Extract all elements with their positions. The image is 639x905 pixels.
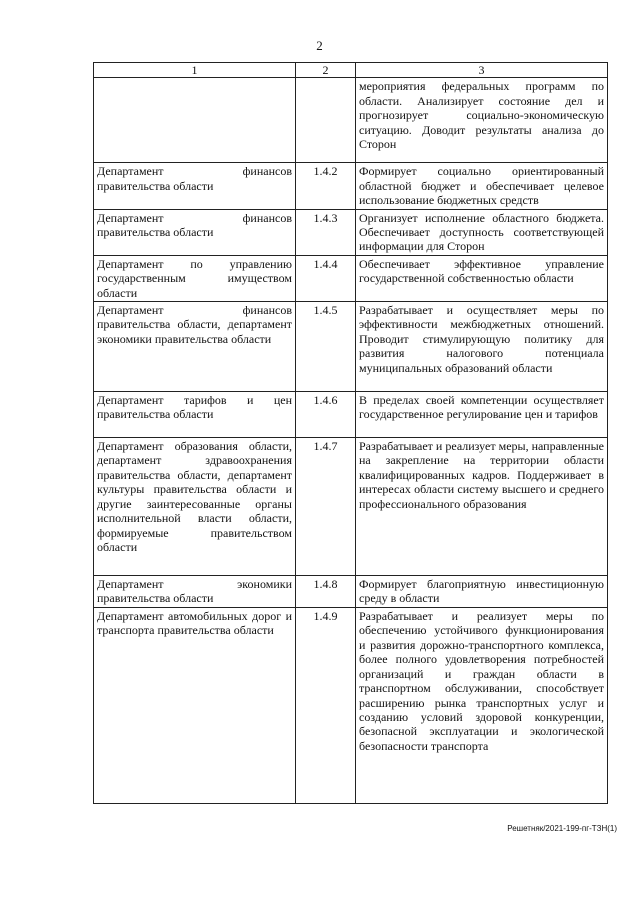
- department-cell: Департамент образования области, департамент здравоохранения правительства области, департамент культуры правительства области и другие заинтересованные органы исполнительной власти области, формируемые правительством области: [94, 438, 296, 576]
- item-number-cell: 1.4.7: [296, 438, 356, 576]
- department-cell: Департамент тарифов и цен правительства области: [94, 392, 296, 438]
- table-row: [94, 209, 608, 255]
- description-cell: Организует исполнение областного бюджета. Обеспечивает доступность соответствующей информации для Сторон: [356, 209, 608, 255]
- responsibility-table: [93, 62, 608, 804]
- description-cell: Формирует социально ориентированный областной бюджет и обеспечивает целевое использование бюджетных средств: [356, 163, 608, 209]
- description-cell: мероприятия федеральных программ по области. Анализирует состояние дел и прогнозирует социально-экономическую ситуацию. Доводит результаты анализа до Сторон: [356, 78, 608, 163]
- item-number-cell: 1.4.5: [296, 302, 356, 392]
- item-number-cell: 1.4.2: [296, 163, 356, 209]
- department-cell: Департамент экономики правительства области: [94, 576, 296, 608]
- item-number-cell: 1.4.3: [296, 209, 356, 255]
- table-row: [94, 392, 608, 438]
- table-row: [94, 438, 608, 576]
- item-number-cell: 1.4.9: [296, 608, 356, 804]
- description-cell: Обеспечивает эффективное управление государственной собственностью области: [356, 255, 608, 301]
- description-cell: Разрабатывает и реализует меры, направленные на закрепление на территории области квалифицированных кадров. Поддерживает в интересах области систему высшего и среднего профессионального образования: [356, 438, 608, 576]
- department-cell: Департамент автомобильных дорог и транспорта правительства области: [94, 608, 296, 804]
- item-number-cell: [296, 78, 356, 163]
- department-cell: Департамент финансов правительства области: [94, 163, 296, 209]
- department-cell: Департамент по управлению государственным имуществом области: [94, 255, 296, 301]
- document-reference-footer: Решетняк/2021-199-пг-ТЗН(1): [507, 824, 617, 833]
- table-row: [94, 163, 608, 209]
- column-header-1: 1: [94, 63, 296, 78]
- column-header-2: 2: [296, 63, 356, 78]
- table-row: [94, 78, 608, 163]
- table-row: [94, 255, 608, 301]
- item-number-cell: 1.4.8: [296, 576, 356, 608]
- table-header-row: [94, 63, 608, 78]
- table-row: [94, 302, 608, 392]
- description-cell: Разрабатывает и осуществляет меры по эффективности межбюджетных отношений. Проводит стимулирующую политику для развития налогового потенциала муниципальных образований области: [356, 302, 608, 392]
- description-cell: В пределах своей компетенции осуществляет государственное регулирование цен и тарифов: [356, 392, 608, 438]
- table-row: [94, 576, 608, 608]
- department-cell: Департамент финансов правительства области: [94, 209, 296, 255]
- item-number-cell: 1.4.6: [296, 392, 356, 438]
- description-cell: Формирует благоприятную инвестиционную среду в области: [356, 576, 608, 608]
- department-cell: Департамент финансов правительства области, департамент экономики правительства области: [94, 302, 296, 392]
- column-header-3: 3: [356, 63, 608, 78]
- table-row: [94, 608, 608, 804]
- description-cell: Разрабатывает и реализует меры по обеспечению устойчивого функционирования и развития дорожно-транспортного комплекса, более полного удовлетворения потребностей организаций и граждан области в транспортном обслуживании, способствует расширению рынка транспортных услуг и созданию условий здоровой конкуренции, безопасной эксплуатации и экологической безопасности транспорта: [356, 608, 608, 804]
- page-number: 2: [316, 38, 323, 53]
- department-cell: [94, 78, 296, 163]
- item-number-cell: 1.4.4: [296, 255, 356, 301]
